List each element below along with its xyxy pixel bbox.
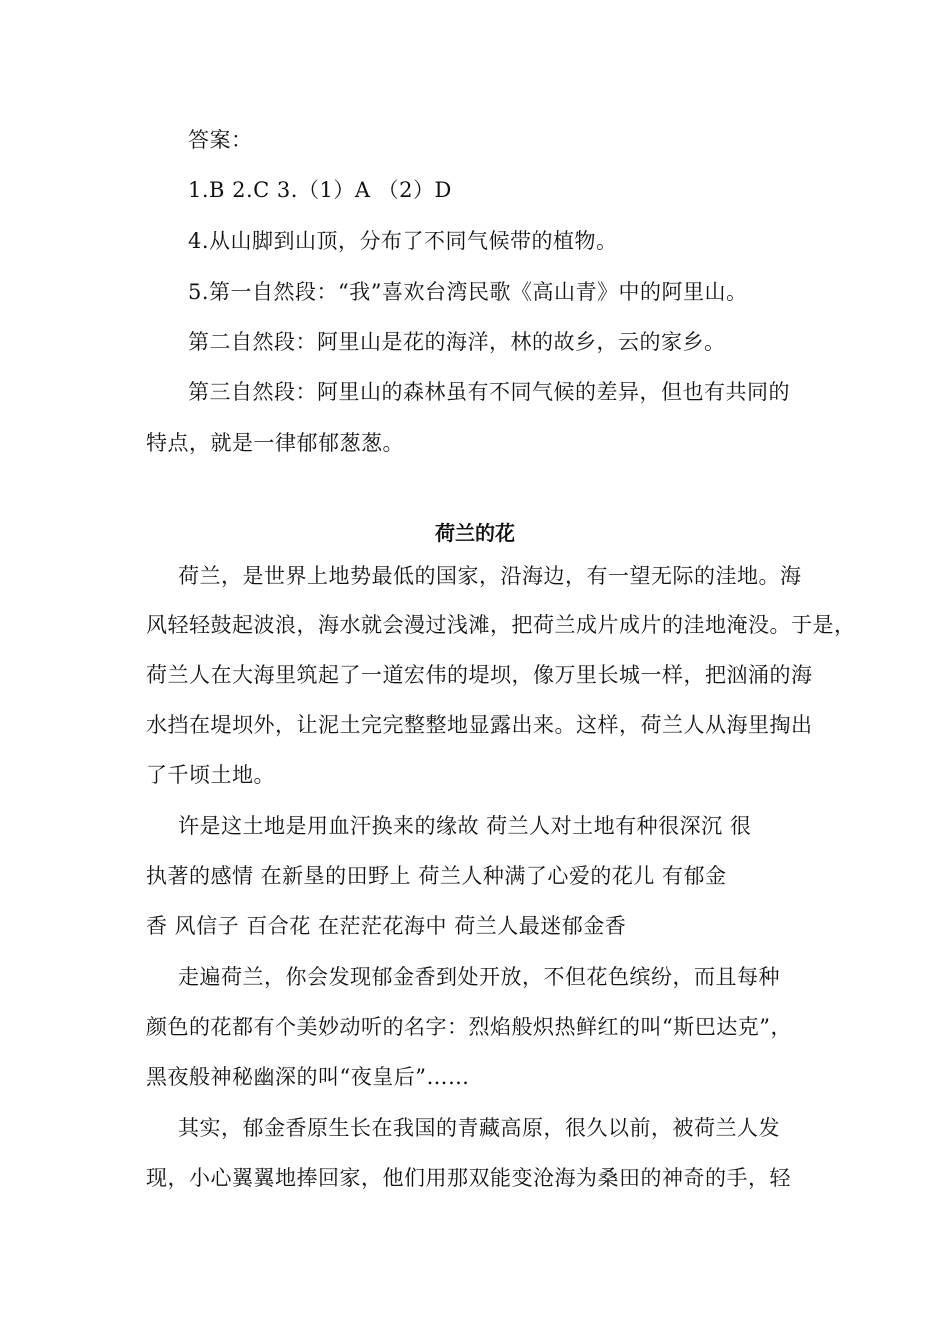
answer-line-5: 第三自然段：阿里山的森林虽有不同气候的差异，但也有共同的	[188, 380, 790, 404]
answer-line-6: 特点，就是一律郁郁葱葱。	[146, 431, 404, 455]
article-line: 执著的感情 在新垦的田野上 荷兰人种满了心爱的花儿 有郁金	[146, 864, 727, 888]
article-line: 水挡在堤坝外，让泥土完完整整地显露出来。这样，荷兰人从海里掏出	[146, 713, 813, 737]
article-line: 走遍荷兰，你会发现郁金香到处开放，不但花色缤纷，而且每种	[178, 965, 780, 989]
answer-line-3: 5.第一自然段：“我”喜欢台湾民歌《高山青》中的阿里山。	[188, 280, 748, 304]
article-line: 风轻轻鼓起波浪，海水就会漫过浅滩，把荷兰成片成片的洼地淹没。于是，	[146, 613, 856, 637]
answer-line-4: 第二自然段：阿里山是花的海洋，林的故乡，云的家乡。	[188, 330, 726, 354]
article-line: 现，小心翼翼地捧回家，他们用那双能变沧海为桑田的神奇的手，轻	[146, 1166, 791, 1190]
article-title: 荷兰的花	[435, 521, 515, 545]
article-line: 荷兰，是世界上地势最低的国家，沿海边，有一望无际的洼地。海	[178, 564, 802, 588]
article-line: 颜色的花都有个美妙动听的名字：烈焰般炽热鲜红的叫“斯巴达克”，	[146, 1015, 792, 1039]
article-line: 荷兰人在大海里筑起了一道宏伟的堤坝，像万里长城一样，把汹涌的海	[146, 663, 813, 687]
article-line: 了千顷土地。	[146, 763, 275, 787]
article-line: 黑夜般神秘幽深的叫“夜皇后”……	[146, 1065, 470, 1089]
article-line: 其实，郁金香原生长在我国的青藏高原，很久以前，被荷兰人发	[178, 1116, 780, 1140]
answer-line-1: 1.B 2.C 3.（1）A （2）D	[188, 178, 452, 202]
article-line: 许是这土地是用血汗换来的缘故 荷兰人对土地有种很深沉 很	[178, 814, 752, 838]
article-line: 香 风信子 百合花 在茫茫花海中 荷兰人最迷郁金香	[146, 914, 627, 938]
answer-line-2: 4.从山脚到山顶，分布了不同气候带的植物。	[188, 229, 618, 253]
answer-heading: 答案：	[188, 128, 253, 152]
